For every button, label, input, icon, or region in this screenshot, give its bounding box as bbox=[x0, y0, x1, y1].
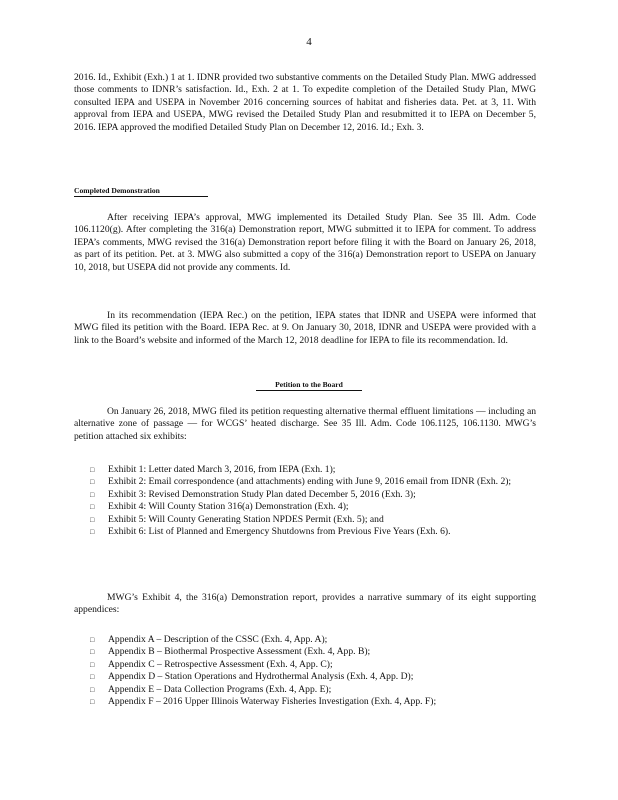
appendix-item bbox=[90, 684, 536, 696]
appendix-item bbox=[90, 646, 536, 658]
appendix-item bbox=[90, 671, 536, 683]
checkbox-bullet-icon: □ bbox=[90, 636, 95, 644]
appendix-item-text: Appendix A – Description of the CSSC (Exh. 4, App. A); bbox=[108, 634, 328, 645]
checkbox-bullet-icon: □ bbox=[90, 685, 95, 694]
appendix-item bbox=[90, 634, 536, 646]
checkbox-bullet-icon: □ bbox=[90, 528, 95, 537]
appendices-list bbox=[90, 634, 536, 708]
heading-petition-to-board: Petition to the Board bbox=[256, 380, 362, 391]
exhibit-item bbox=[90, 514, 536, 526]
paragraph-completed-demonstration: After receiving IEPA’s approval, MWG implemented its Detailed Study Plan. See 35 Ill. Adm. Code 106.1120(g). After completing the 316(a) Demonstration report, MWG submitted it to IEPA for comment. To address IEPA’s comments, MWG revised the 316(a) Demonstration report before filing it with the Board on January 26, 2018, as part of its petition. Pet. at 3. MWG also submitted a copy of the 316(a) Demonstration report to USEPA on January 10, 2018, but USEPA did not provide any comments. Id. bbox=[74, 212, 536, 273]
heading-completed-demonstration: Completed Demonstration bbox=[74, 186, 208, 197]
exhibit-item bbox=[90, 489, 536, 501]
checkbox-bullet-icon: □ bbox=[90, 698, 95, 707]
checkbox-bullet-icon: □ bbox=[90, 673, 95, 682]
paragraph-petition-filing: On January 26, 2018, MWG filed its petition requesting alternative thermal effluent limitations — including an alternative zone of passage — for WCGS’ heated discharge. See 35 Ill. Adm. Code 106.1125, 106.1130. MWG’s petition attached six exhibits: bbox=[74, 406, 536, 442]
paragraph-exhibit-4-summary: MWG’s Exhibit 4, the 316(a) Demonstration report, provides a narrative summary of its eight supporting appendices: bbox=[74, 592, 536, 616]
checkbox-bullet-icon: □ bbox=[90, 490, 95, 499]
appendix-item bbox=[90, 659, 536, 671]
checkbox-bullet-icon: □ bbox=[90, 478, 95, 487]
paragraph-iepa-recommendation: In its recommendation (IEPA Rec.) on the petition, IEPA states that IDNR and USEPA were informed that MWG filed its petition with the Board. IEPA Rec. at 9. On January 30, 2018, IDNR and USEPA were provided with a link to the Board’s website and informed of the March 12, 2018 deadline for IEPA to file its recommendation. Id. bbox=[74, 310, 536, 346]
exhibit-item-text: Exhibit 2: Email correspondence (and attachments) ending with June 9, 2016 email from IDNR (Exh. 2); bbox=[108, 476, 512, 488]
appendix-item bbox=[90, 696, 536, 708]
checkbox-bullet-icon: □ bbox=[90, 466, 95, 474]
appendix-item-text: Appendix E – Data Collection Programs (Exh. 4, App. E); bbox=[108, 683, 332, 695]
exhibit-item-text: Exhibit 3: Revised Demonstration Study Plan dated December 5, 2016 (Exh. 3); bbox=[108, 488, 416, 500]
exhibit-item bbox=[90, 501, 536, 513]
exhibits-list bbox=[90, 464, 536, 538]
appendix-item-text: Appendix D – Station Operations and Hydrothermal Analysis (Exh. 4, App. D); bbox=[108, 671, 414, 683]
exhibit-item bbox=[90, 464, 536, 476]
appendix-item-text: Appendix F – 2016 Upper Illinois Waterway Fisheries Investigation (Exh. 4, App. F); bbox=[108, 696, 437, 708]
appendix-item-text: Appendix B – Biothermal Prospective Assessment (Exh. 4, App. B); bbox=[108, 646, 371, 658]
exhibit-item-text: Exhibit 6: List of Planned and Emergency Shutdowns from Previous Five Years (Exh. 6). bbox=[108, 526, 451, 538]
checkbox-bullet-icon: □ bbox=[90, 503, 95, 512]
appendix-item-text: Appendix C – Retrospective Assessment (Exh. 4, App. C); bbox=[108, 658, 333, 670]
exhibit-item-text: Exhibit 5: Will County Generating Station NPDES Permit (Exh. 5); and bbox=[108, 513, 384, 525]
checkbox-bullet-icon: □ bbox=[90, 660, 95, 669]
page-number: 4 bbox=[306, 36, 312, 48]
checkbox-bullet-icon: □ bbox=[90, 515, 95, 524]
exhibit-item-text: Exhibit 1: Letter dated March 3, 2016, from IEPA (Exh. 1); bbox=[108, 464, 336, 475]
exhibit-item bbox=[90, 526, 536, 538]
exhibit-item-text: Exhibit 4: Will County Station 316(a) Demonstration (Exh. 4); bbox=[108, 501, 349, 513]
checkbox-bullet-icon: □ bbox=[90, 648, 95, 657]
exhibit-item bbox=[90, 476, 536, 488]
paragraph-study-plan-history: 2016. Id., Exhibit (Exh.) 1 at 1. IDNR provided two substantive comments on the Detailed Study Plan. MWG addressed those comments to IDNR’s satisfaction. Id., Exh. 2 at 1. To expedite completion of the Detailed Study Plan, MWG consulted IEPA and USEPA in November 2016 concerning sources of habitat and fisheries data. Pet. at 3, 11. With approval from IEPA and USEPA, MWG revised the Detailed Study Plan and resubmitted it to IEPA on December 5, 2016. IEPA approved the modified Detailed Study Plan on December 12, 2016. Id.; Exh. 3. bbox=[74, 72, 536, 133]
